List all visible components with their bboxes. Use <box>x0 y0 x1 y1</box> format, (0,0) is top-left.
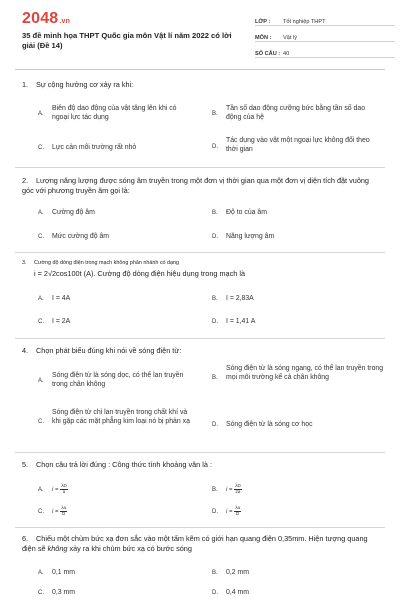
q3-option-a[interactable] <box>38 294 198 306</box>
option-letter: A. <box>38 487 44 493</box>
option-letter: B. <box>212 296 218 302</box>
q3-option-b[interactable] <box>212 294 372 306</box>
question-6-stem <box>22 534 382 554</box>
option-text: 0,1 mm <box>52 569 75 576</box>
fraction-denominator: a <box>62 488 66 494</box>
option-text: Cường độ âm <box>52 209 95 216</box>
question-number: 3. <box>22 260 27 266</box>
q2-option-d[interactable] <box>212 232 372 244</box>
option-letter: A. <box>38 296 44 302</box>
q2-option-b[interactable] <box>212 208 372 220</box>
fraction-numerator: λa <box>61 505 66 510</box>
q1-option-a[interactable] <box>38 104 198 126</box>
meta-key: SỐ CÂU : <box>255 51 281 57</box>
option-letter: B. <box>212 111 218 117</box>
question-number: 2. <box>22 176 29 185</box>
option-letter: D. <box>212 144 218 150</box>
question-4-stem <box>22 346 181 356</box>
option-letter: A. <box>38 111 44 117</box>
q6-option-a[interactable] <box>38 568 198 580</box>
meta-row-subject <box>255 30 395 42</box>
option-letter: B. <box>212 375 218 381</box>
exam-meta <box>255 14 395 62</box>
q1-option-d[interactable] <box>212 136 382 158</box>
option-letter: C. <box>38 590 44 596</box>
meta-value: 40 <box>283 51 290 57</box>
logo-main: 2048 <box>22 10 59 27</box>
question-5-stem <box>22 460 212 470</box>
option-letter: D. <box>212 509 218 515</box>
question-text-part1: Chiếu một chùm bức xạ đơn sắc vào một tấm kẽm có giới hạn quang điện 0,35mm. Hiện tượng quang điện sẽ <box>22 534 368 554</box>
meta-value: Vật lý <box>283 35 297 41</box>
question-number: 6. <box>22 534 29 543</box>
option-text: 0,3 mm <box>52 589 75 596</box>
question-separator <box>15 527 385 528</box>
question-number: 1. <box>22 80 29 89</box>
q4-option-a[interactable] <box>38 371 203 393</box>
option-text: Lực cản môi trường rất nhỏ <box>52 144 137 151</box>
option-letter: D. <box>212 422 218 428</box>
meta-key: MÔN : <box>255 35 272 41</box>
meta-row-count <box>255 46 395 58</box>
exam-header <box>0 0 400 62</box>
option-letter: D. <box>212 234 218 240</box>
option-text: Năng lượng âm <box>226 233 275 240</box>
option-letter: C. <box>38 145 44 151</box>
option-letter: C. <box>38 319 44 325</box>
formula-a: i = $\frac{\lambda D}{a}$ <box>52 483 67 494</box>
formula-c: i = $\frac{\lambda a}{D}$ <box>52 505 66 516</box>
logo-suffix: .vn <box>59 18 71 25</box>
option-text: Tần số dao động cưỡng bức bằng tần số dao động của hệ <box>226 105 366 122</box>
meta-key: LỚP : <box>255 19 271 25</box>
question-separator <box>15 167 385 168</box>
meta-value: Tốt nghiệp THPT <box>283 19 326 25</box>
q4-option-b[interactable] <box>212 364 384 396</box>
question-text: Chọn phát biểu đúng khi nói về sóng điện từ: <box>36 346 182 355</box>
option-letter: D. <box>212 319 218 325</box>
option-letter: A. <box>38 378 44 384</box>
q3-option-d[interactable] <box>212 317 372 329</box>
question-separator <box>15 452 385 453</box>
question-text-emphasis: không <box>47 544 68 554</box>
option-letter: C. <box>38 509 44 515</box>
option-text: 0,4 mm <box>226 589 249 596</box>
question-3-stem-line2: i = 2√2cos100t (A). Cường độ dòng điện hiệu dụng trong mạch là <box>34 269 246 278</box>
question-text: Chọn câu trả lời đúng : Công thức tính khoảng vân là : <box>36 460 212 469</box>
header-divider <box>15 69 385 70</box>
fraction-denominator: D <box>61 510 66 516</box>
question-text: Sự cộng hưởng cơ xảy ra khi: <box>36 80 134 89</box>
fraction-denominator: 2a <box>235 488 241 494</box>
q4-option-c[interactable] <box>38 408 203 440</box>
q4-option-d[interactable] <box>212 420 382 432</box>
q6-option-c[interactable] <box>38 588 198 600</box>
q6-option-d[interactable] <box>212 588 372 600</box>
q5-option-d[interactable] <box>212 506 332 520</box>
option-letter: C. <box>38 234 44 240</box>
option-letter: C. <box>38 419 44 425</box>
option-text: Biên độ dao động của vật tăng lên khi có ngoại lực tác dụng <box>52 105 177 122</box>
option-text: Độ to của âm <box>226 209 267 216</box>
option-letter: A. <box>38 570 44 576</box>
question-2-stem <box>22 176 380 196</box>
question-1-stem <box>22 80 133 90</box>
q5-option-b[interactable] <box>212 484 332 498</box>
q5-option-c[interactable] <box>38 506 158 520</box>
option-text: Tác dụng vào vật một ngoại lực không đổi theo thời gian <box>226 137 370 154</box>
question-separator <box>15 338 385 339</box>
option-text: Mức cường độ âm <box>52 233 110 240</box>
site-logo[interactable] <box>22 10 70 28</box>
option-text: 0,2 mm <box>226 569 249 576</box>
q2-option-a[interactable] <box>38 208 198 220</box>
fraction-denominator: D <box>235 510 240 516</box>
question-text: Lượng năng lượng được sóng âm truyền trong một đơn vị thời gian qua một đơn vị diện tích đặt vuông góc với phương truyền âm gọi là: <box>22 176 369 196</box>
q2-option-c[interactable] <box>38 232 198 244</box>
option-letter: B. <box>212 210 218 216</box>
question-3-stem-line1 <box>22 260 179 268</box>
option-text: I = 1,41 A <box>226 318 256 325</box>
option-text: Sóng điện từ là sóng dọc, có thể lan truyền trong chân không <box>52 372 184 389</box>
option-letter: D. <box>212 590 218 596</box>
option-letter: B. <box>212 570 218 576</box>
option-letter: A. <box>38 210 44 216</box>
q5-option-a[interactable] <box>38 484 158 498</box>
option-text: Sóng điện từ là sóng cơ học <box>226 421 313 428</box>
option-text: I = 2,83A <box>226 295 254 302</box>
formula-d: i = $\frac{\lambda a}{D}$ <box>226 505 240 516</box>
option-text: I = 4A <box>52 295 71 302</box>
option-text: Sóng điện từ chỉ lan truyền trong chất khí và khi gặp các mặt phẳng kim loại nó bị phản xạ <box>52 409 190 426</box>
question-text-part2: xảy ra khi chùm bức xạ có bước sóng <box>67 544 192 554</box>
fraction-numerator: λD <box>235 483 241 488</box>
q6-option-b[interactable] <box>212 568 372 580</box>
exam-title: 35 đề minh họa THPT Quốc gia môn Vật lí năm 2022 có lời giải (Đề 14) <box>22 31 232 51</box>
q3-option-c[interactable] <box>38 317 198 329</box>
q1-option-b[interactable] <box>212 104 382 126</box>
option-text: Sóng điện từ là sóng ngang, có thể lan truyền trong mọi môi trường kể cả chân không <box>226 365 384 382</box>
option-text: I = 2A <box>52 318 71 325</box>
fraction-numerator: λa <box>235 505 240 510</box>
meta-row-class <box>255 14 395 26</box>
q1-option-c[interactable] <box>38 143 198 155</box>
question-separator <box>15 252 385 253</box>
fraction-numerator: λD <box>61 483 67 488</box>
question-text: Cường độ dòng điện trong mạch không phân nhánh có dạng <box>34 260 180 266</box>
question-number: 5. <box>22 460 29 469</box>
formula-b: i = $\frac{\lambda D}{2a}$ <box>226 483 241 494</box>
question-number: 4. <box>22 346 29 355</box>
option-letter: B. <box>212 487 218 493</box>
